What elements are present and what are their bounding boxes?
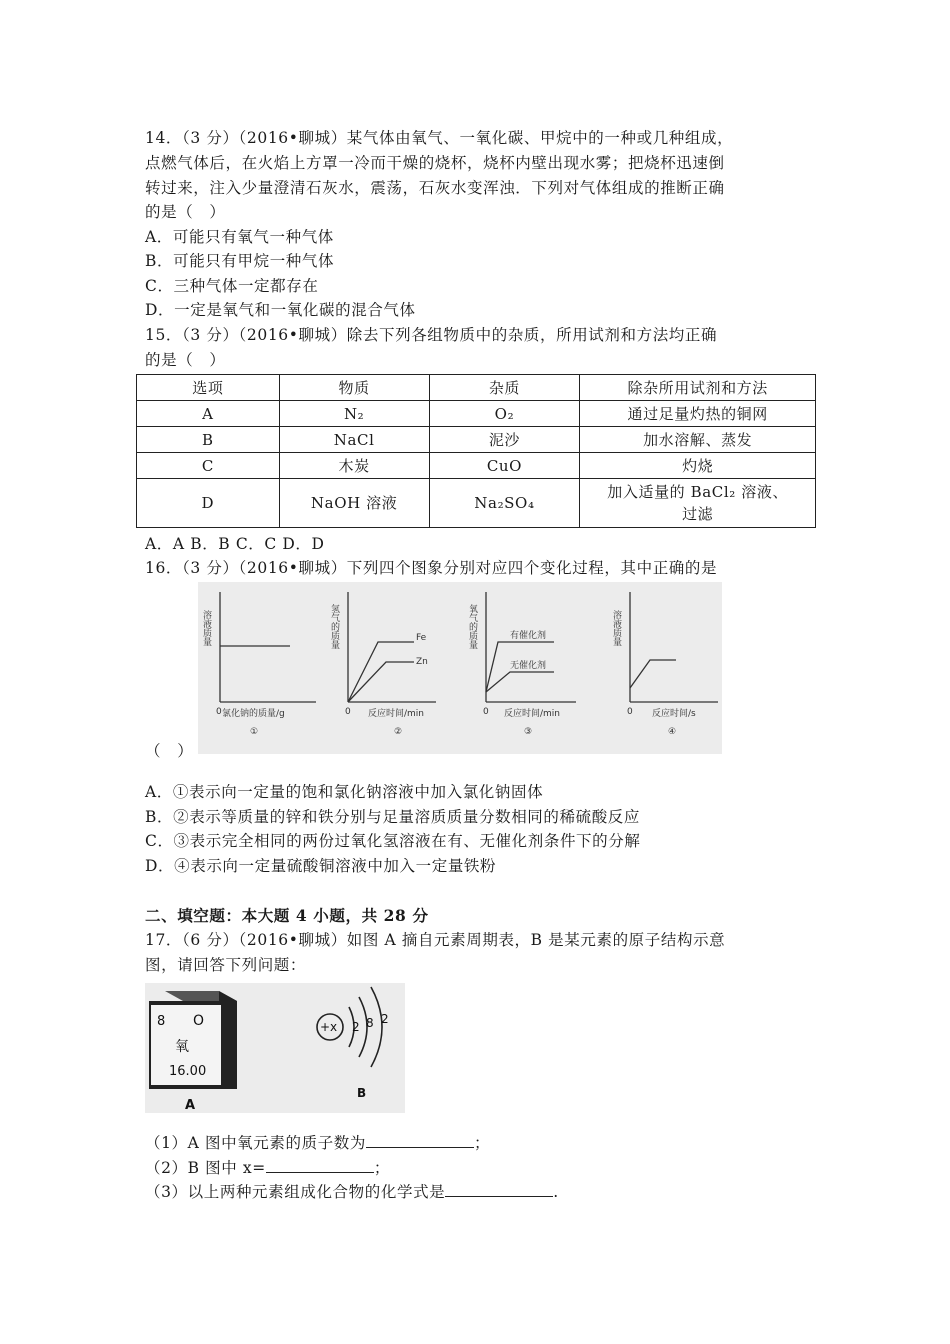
q17-sub3: [145, 1180, 559, 1202]
answer-blank-1[interactable]: [366, 1131, 474, 1148]
section-heading: 二、填空题：本大题 4 小题，共 28 分: [145, 906, 429, 925]
header-cell: 物质: [279, 375, 429, 401]
g2-fe-curve: [348, 642, 414, 702]
q14-option-c: C．三种气体一定都存在: [145, 277, 319, 295]
g4-zero: 0: [627, 707, 633, 717]
q14-line1: 14．（3 分）（2016•聊城）某气体由氧气、一氧化碳、甲烷中的一种或几种组成，: [145, 129, 734, 147]
method-line1: 加入适量的 BaCl₂ 溶液、: [607, 483, 789, 501]
q15-line1: 15．（3 分）（2016•聊城）除去下列各组物质中的杂质，所用试剂和方法均正确: [145, 326, 718, 344]
card-atomic-mass: 16.00: [169, 1064, 207, 1079]
label-b: B: [357, 1086, 367, 1100]
g4-ylabel: 溶液质量: [611, 610, 621, 646]
table-cell: NaOH 溶液: [279, 479, 429, 528]
shell-2-electrons: 8: [366, 1016, 374, 1030]
table-cell: A: [137, 401, 280, 427]
g4-curve: [630, 660, 676, 688]
q17-figure: [145, 983, 405, 1113]
table-cell: D: [137, 479, 280, 528]
table-cell: B: [137, 427, 280, 453]
g1-zero: 0: [216, 707, 222, 717]
shell-3-electrons: 2: [381, 1012, 389, 1026]
q17-figure-svg: [145, 983, 405, 1113]
q17-sub1: [145, 1131, 490, 1153]
table-cell: 木炭: [279, 453, 429, 479]
q14-line2: 点燃气体后，在火焰上方罩一冷而干燥的烧杯，烧杯内壁出现水雾；把烧杯迅速倒: [145, 154, 725, 172]
method-line2: 过滤: [682, 505, 714, 523]
q15-answers: A．A B．B C．C D．D: [145, 535, 325, 553]
g3-zero: 0: [483, 707, 489, 717]
q16-graphs-figure: [198, 582, 722, 754]
q16-option-a: A．①表示向一定量的饱和氯化钠溶液中加入氯化钠固体: [145, 783, 544, 801]
label-a: A: [185, 1098, 196, 1113]
table-row: [137, 427, 816, 453]
card-symbol: O: [193, 1013, 205, 1029]
card-element-name: 氧: [175, 1039, 189, 1055]
table-cell: CuO: [429, 453, 580, 479]
g1-number: ①: [250, 727, 259, 737]
table-cell: 泥沙: [429, 427, 580, 453]
table-cell: 灼烧: [580, 453, 816, 479]
g1-ylabel: 溶液质量: [201, 610, 211, 646]
q16-option-b: B．②表示等质量的锌和铁分别与足量溶质质量分数相同的稀硫酸反应: [145, 808, 640, 826]
q16-line1: 16．（3 分）（2016•聊城）下列四个图象分别对应四个变化过程，其中正确的是: [145, 559, 718, 577]
q15-table: [136, 374, 816, 528]
q17-sub2: [145, 1156, 390, 1178]
shell-1-electrons: 2: [352, 1020, 360, 1034]
q17-sub3-text: （3）以上两种元素组成化合物的化学式是: [145, 1183, 446, 1201]
g4-number: ④: [668, 727, 677, 737]
g2-fe-label: Fe: [416, 633, 427, 643]
answer-blank-3[interactable]: [445, 1180, 553, 1197]
q17-sub3-end: .: [553, 1183, 559, 1201]
table-cell: C: [137, 453, 280, 479]
q16-graphs-svg: [198, 582, 722, 754]
header-cell: 选项: [137, 375, 280, 401]
table-row: [137, 401, 816, 427]
q14-option-d: D．一定是氧气和一氧化碳的混合气体: [145, 301, 416, 319]
q16-bracket: （ ）: [145, 742, 194, 760]
g2-xlabel: 反应时间/min: [368, 709, 425, 719]
answer-blank-2[interactable]: [266, 1156, 374, 1173]
g3-with-label: 有催化剂: [510, 631, 547, 641]
table-header-row: [137, 375, 816, 401]
g2-zn-label: Zn: [416, 657, 428, 667]
g2-ylabel: 氢气的质量: [329, 604, 339, 649]
table-cell: NaCl: [279, 427, 429, 453]
q15-line2: 的是（ ）: [145, 351, 226, 369]
g1-xlabel: 氯化钠的质量/g: [222, 709, 285, 719]
q17-sub2-text: （2）B 图中 x=: [145, 1159, 266, 1177]
card-atomic-number: 8: [157, 1014, 166, 1029]
table-row: [137, 479, 816, 528]
table-cell: Na₂SO₄: [429, 479, 580, 528]
q14-line4: 的是（ ）: [145, 203, 226, 221]
q17-line2: 图，请回答下列问题：: [145, 956, 307, 974]
table-row: [137, 453, 816, 479]
q17-line1: 17．（6 分）（2016•聊城）如图 A 摘自元素周期表，B 是某元素的原子结构示意: [145, 931, 726, 949]
q16-option-c: C．③表示完全相同的两份过氧化氢溶液在有、无催化剂条件下的分解: [145, 832, 641, 850]
table-cell: [580, 479, 816, 528]
g2-number: ②: [394, 727, 403, 737]
q17-sub1-text: （1）A 图中氧元素的质子数为: [145, 1134, 366, 1152]
g3-ylabel: 氧气的质量: [467, 604, 477, 649]
q14-option-a: A．可能只有氧气一种气体: [145, 228, 334, 246]
header-cell: 杂质: [429, 375, 580, 401]
g3-without-label: 无催化剂: [510, 661, 547, 671]
header-cell: 除杂所用试剂和方法: [580, 375, 816, 401]
table-cell: 通过足量灼热的铜网: [580, 401, 816, 427]
q17-sub2-end: ；: [373, 1159, 390, 1177]
q16-option-d: D．④表示向一定量硫酸铜溶液中加入一定量铁粉: [145, 857, 497, 875]
q14-option-b: B．可能只有甲烷一种气体: [145, 252, 335, 270]
table-cell: N₂: [279, 401, 429, 427]
table-cell: O₂: [429, 401, 580, 427]
g3-without-catalyst-curve: [486, 672, 554, 692]
g4-xlabel: 反应时间/s: [652, 709, 696, 719]
g3-number: ③: [524, 727, 533, 737]
g3-xlabel: 反应时间/min: [504, 709, 561, 719]
table-cell: 加水溶解、蒸发: [580, 427, 816, 453]
q14-line3: 转过来，注入少量澄清石灰水，震荡，石灰水变浑浊．下列对气体组成的推断正确: [145, 179, 725, 197]
q17-sub1-end: ；: [473, 1134, 491, 1152]
g2-zero: 0: [345, 707, 351, 717]
nucleus-label: +x: [320, 1020, 338, 1034]
